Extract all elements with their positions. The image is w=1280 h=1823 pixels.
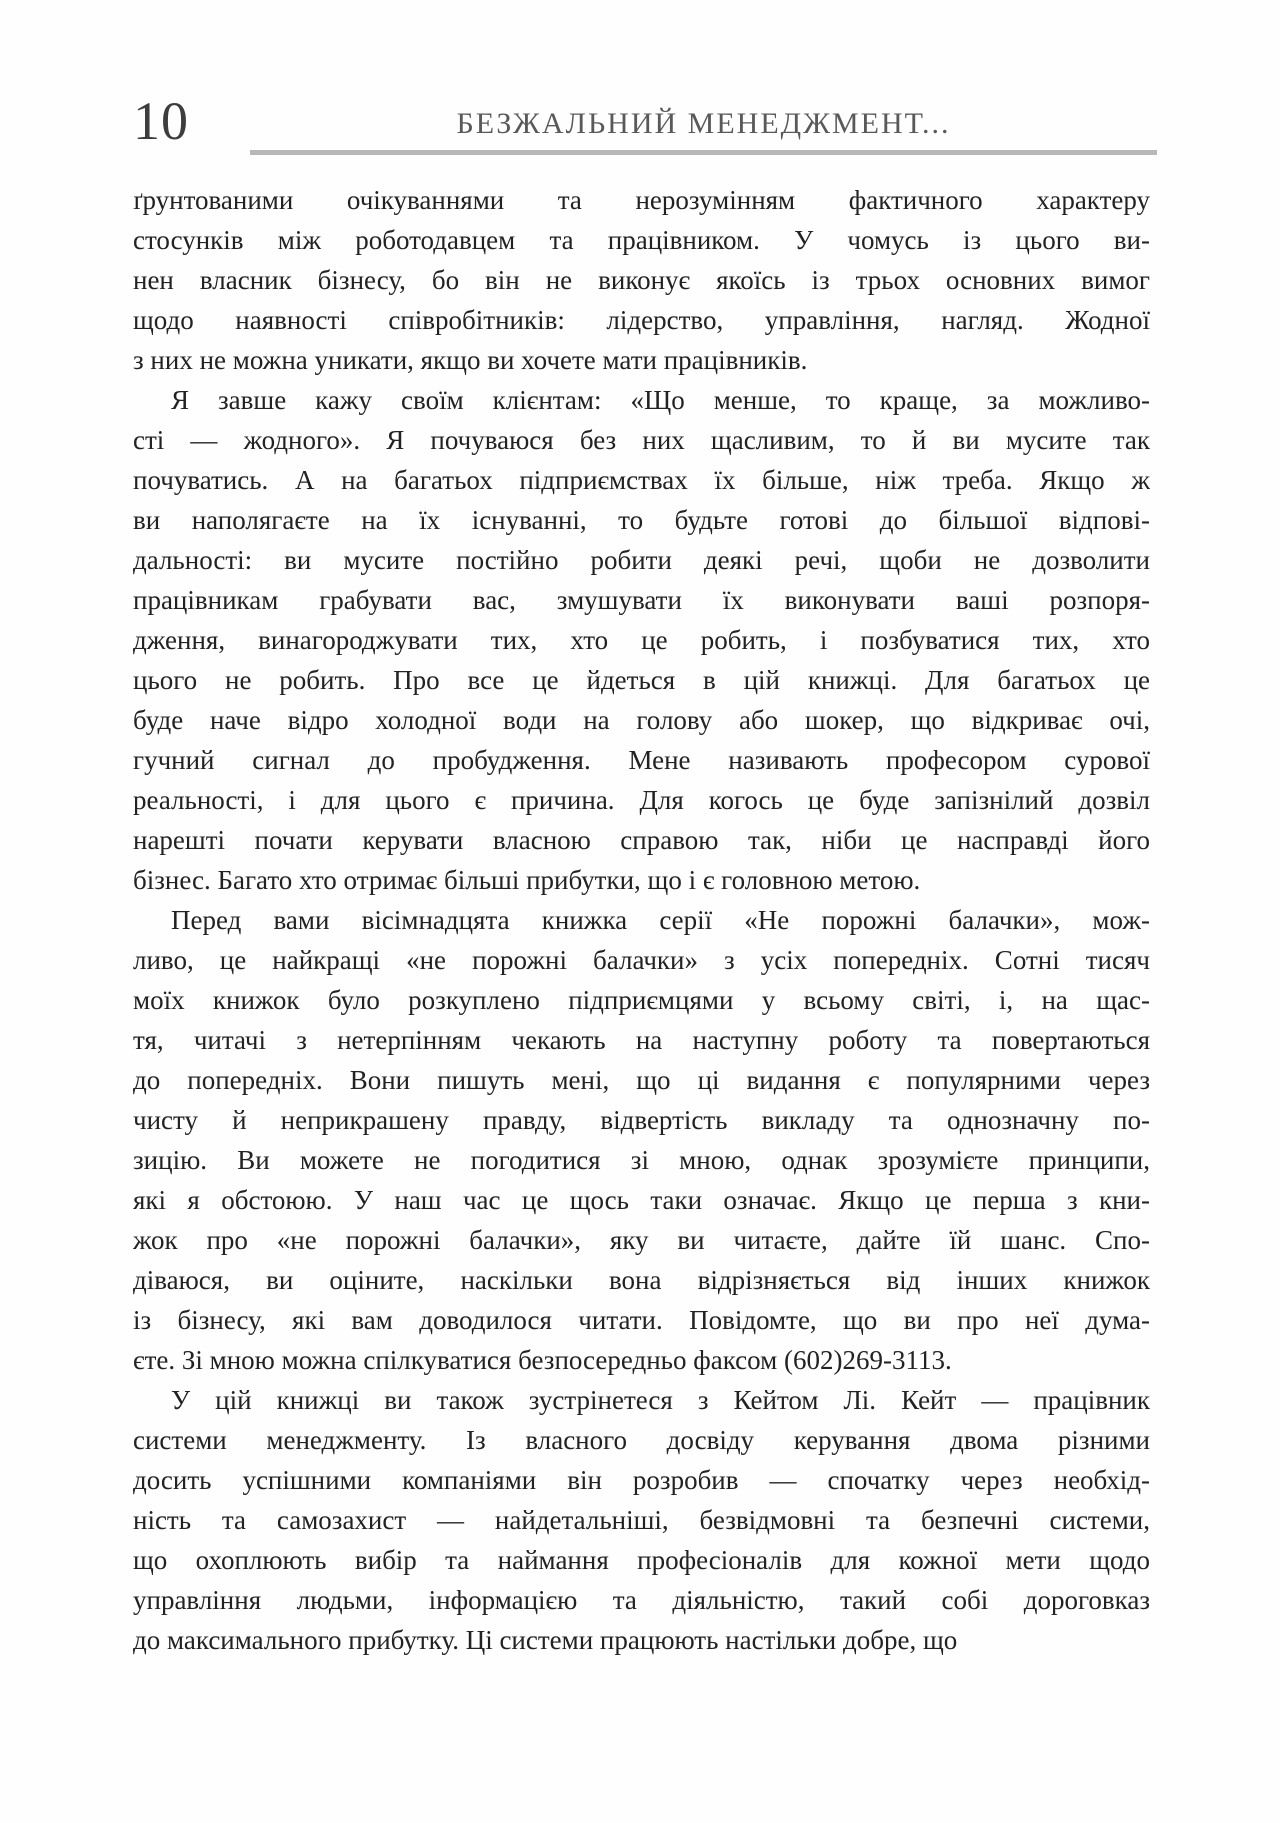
paragraph — [133, 180, 1150, 380]
text-line: працівникам грабувати вас, змушувати їх виконувати ваші розпоря- — [133, 585, 1150, 615]
text-line: цього не робить. Про все це йдеться в цій книжці. Для багатьох це — [133, 665, 1150, 695]
text-line: ливо, це найкращі «не порожні балачки» з усіх попередніх. Сотні тисяч — [133, 945, 1150, 975]
text-line: ви наполягаєте на їх існуванні, то будьте готові до більшої відпові- — [133, 505, 1150, 535]
text-line: бізнес. Багато хто отримає більші прибутки, що і є головною метою. — [133, 865, 921, 895]
header-rule — [250, 150, 1157, 155]
text-line: У цій книжці ви також зустрінетеся з Кейтом Лі. Кейт — працівник — [171, 1385, 1150, 1415]
text-line: ґрунтованими очікуваннями та нерозумінням фактичного характеру — [133, 185, 1150, 215]
text-line: Я завше кажу своїм клієнтам: «Що менше, то краще, за можливо- — [171, 385, 1150, 415]
text-line: з них не можна уникати, якщо ви хочете мати працівників. — [133, 345, 808, 375]
text-line: системи менеджменту. Із власного досвіду керування двома різними — [133, 1425, 1150, 1455]
text-line: дальності: ви мусите постійно робити деякі речі, щоби не дозволити — [133, 545, 1150, 575]
text-line: що охоплюють вибір та наймання професіоналів для кожної мети щодо — [133, 1545, 1150, 1575]
text-line: сті — жодного». Я почуваюся без них щасливим, то й ви мусите так — [133, 425, 1150, 455]
text-line: дження, винагороджувати тих, хто це робить, і позбуватися тих, хто — [133, 625, 1150, 655]
text-line: ність та самозахист — найдетальніші, безвідмовні та безпечні системи, — [133, 1505, 1150, 1535]
text-line: Перед вами вісімнадцята книжка серії «Не порожні балачки», мож- — [171, 905, 1150, 935]
text-line: тя, читачі з нетерпінням чекають на наступну роботу та повертаються — [133, 1025, 1150, 1055]
page-body — [133, 180, 1150, 1660]
text-line: чисту й неприкрашену правду, відвертість викладу та однозначну по- — [133, 1105, 1150, 1135]
text-line: досить успішними компаніями він розробив — спочатку через необхід- — [133, 1465, 1150, 1495]
text-line: до попередніх. Вони пишуть мені, що ці видання є популярними через — [133, 1065, 1150, 1095]
text-line: нен власник бізнесу, бо він не виконує якоїсь із трьох основних вимог — [133, 265, 1150, 295]
paragraph — [133, 1380, 1150, 1660]
text-line: жок про «не порожні балачки», яку ви читаєте, дайте їй шанс. Спо- — [133, 1225, 1150, 1255]
paragraph — [133, 900, 1150, 1380]
text-line: стосунків між роботодавцем та працівником. У чомусь із цього ви- — [133, 225, 1150, 255]
text-line: моїх книжок було розкуплено підприємцями у всьому світі, і, на щас- — [133, 985, 1150, 1015]
text-line: діваюся, ви оціните, наскільки вона відрізняється від інших книжок — [133, 1265, 1150, 1295]
text-line: реальності, і для цього є причина. Для когось це буде запізнілий дозвіл — [133, 785, 1150, 815]
text-line: до максимального прибутку. Ці системи працюють настільки добре, що — [133, 1625, 958, 1655]
text-line: які я обстоюю. У наш час це щось таки означає. Якщо це перша з кни- — [133, 1185, 1150, 1215]
text-line: із бізнесу, які вам доводилося читати. Повідомте, що ви про неї дума- — [133, 1305, 1150, 1335]
text-line: почуватись. А на багатьох підприємствах їх більше, ніж треба. Якщо ж — [133, 465, 1150, 495]
running-head: БЕЗЖАЛЬНИЙ МЕНЕДЖМЕНТ... — [456, 107, 951, 140]
text-line: зицію. Ви можете не погодитися зі мною, однак зрозумієте принципи, — [133, 1145, 1150, 1175]
paragraph — [133, 380, 1150, 900]
text-line: єте. Зі мною можна спілкуватися безпосередньо факсом (602)269-3113. — [133, 1345, 952, 1375]
text-line: гучний сигнал до пробудження. Мене називають професором сурової — [133, 745, 1150, 775]
text-line: щодо наявності співробітників: лідерство, управління, нагляд. Жодної — [133, 305, 1150, 335]
text-line: управління людьми, інформацією та діяльністю, такий собі дороговказ — [133, 1585, 1150, 1615]
text-line: нарешті почати керувати власною справою так, ніби це насправді його — [133, 825, 1150, 855]
text-line: буде наче відро холодної води на голову або шокер, що відкриває очі, — [133, 705, 1150, 735]
page-number: 10 — [133, 91, 189, 151]
